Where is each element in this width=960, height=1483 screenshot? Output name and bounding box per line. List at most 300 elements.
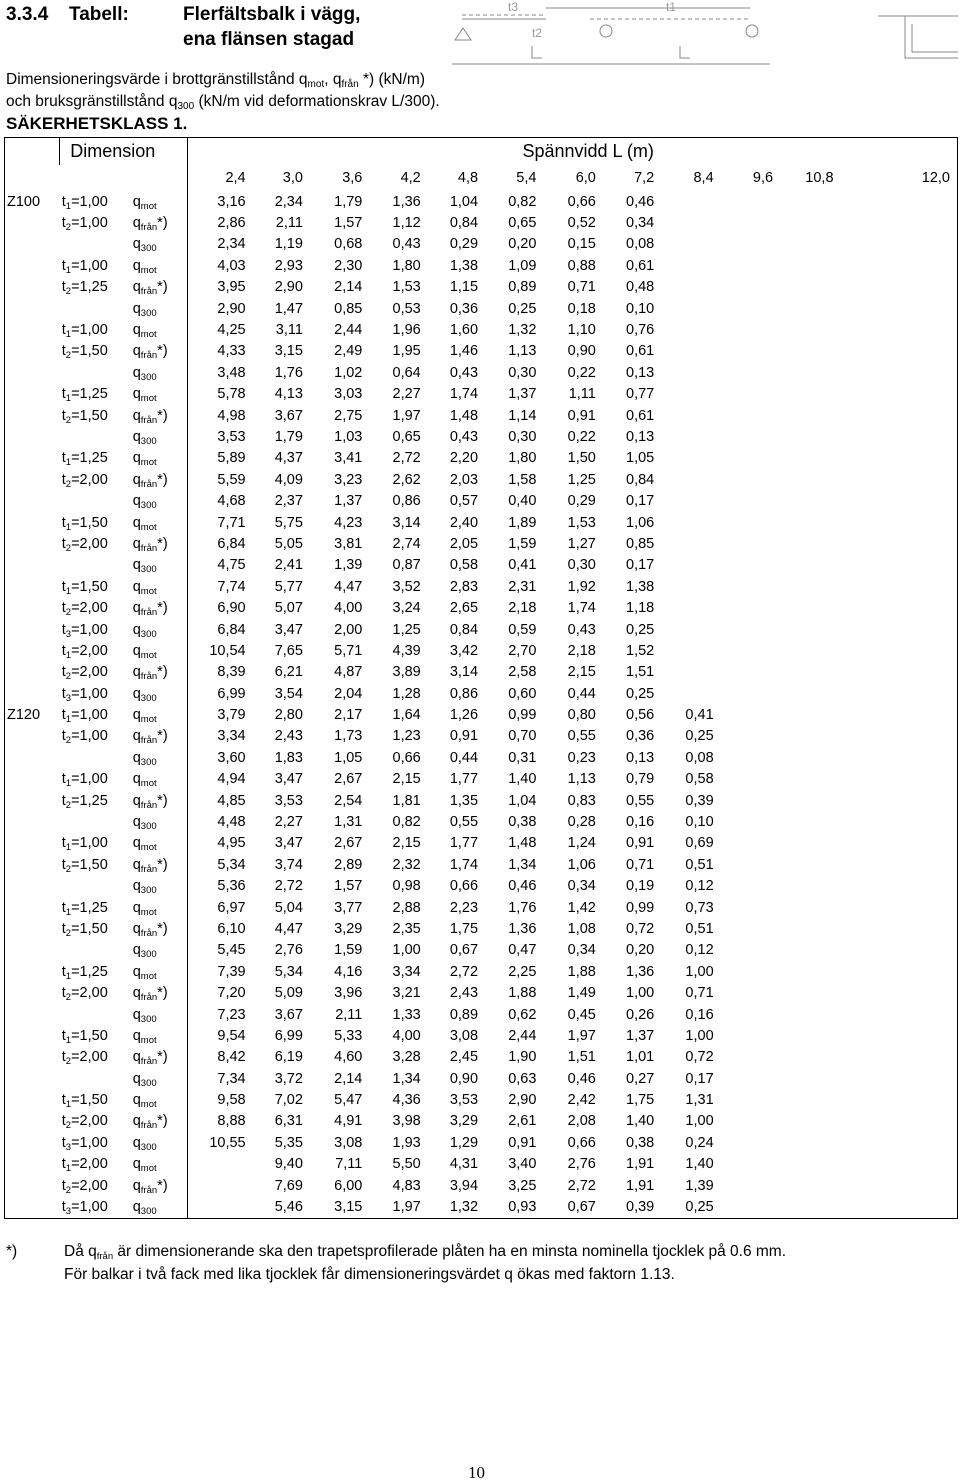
q-label-cell	[133, 1089, 188, 1110]
value-cell: 6,99	[274, 1027, 303, 1044]
table-row	[5, 576, 958, 597]
profile-cell	[5, 298, 60, 319]
value-cell: 1,60	[449, 322, 479, 339]
value-cell: 1,32	[428, 1196, 485, 1218]
value-cell	[721, 747, 780, 768]
value-cell: 0,89	[449, 1006, 479, 1023]
value-cell: 2,11	[275, 215, 303, 232]
value-cell	[721, 490, 780, 511]
thickness-value: =2,00	[71, 1156, 108, 1173]
value-cell: 1,40	[685, 1156, 714, 1173]
spacer	[60, 165, 188, 191]
profile-cell	[5, 833, 60, 854]
value-cell: 1,37	[626, 1027, 655, 1044]
profile-cell	[5, 1154, 60, 1175]
span-value: 6,0	[575, 170, 596, 186]
value-cell	[721, 876, 780, 897]
value-cell: 2,34	[274, 193, 303, 210]
value-cell: 2,31	[508, 578, 537, 595]
thickness-index: 2	[65, 607, 72, 619]
value-cell	[841, 1047, 958, 1068]
thickness-cell	[60, 683, 133, 704]
value-cell: 0,88	[567, 257, 596, 274]
thickness-index: 2	[65, 735, 72, 747]
thickness-value: =1,50	[71, 856, 108, 873]
thickness-cell	[60, 1047, 133, 1068]
q-symbol: q	[132, 300, 141, 317]
value-cell: 0,65	[392, 428, 421, 445]
q-label-cell	[133, 897, 188, 918]
value-cell: 1,35	[449, 792, 479, 809]
value-cell: 2,27	[392, 386, 421, 403]
value-cell: 3,14	[449, 664, 479, 681]
profile-cell	[5, 982, 60, 1003]
value-cell	[780, 212, 840, 233]
value-cell: 1,81	[392, 792, 421, 809]
q-suffix: *)	[157, 535, 168, 552]
value-cell: 1,18	[626, 600, 655, 617]
value-cell: 0,91	[449, 728, 479, 745]
thickness-value: =2,00	[71, 664, 108, 681]
value-cell	[841, 1196, 958, 1218]
value-cell: 0,25	[685, 728, 714, 745]
profile-cell: Z100	[5, 191, 60, 212]
q-suffix: *)	[157, 279, 168, 296]
thickness-value: =1,00	[71, 1134, 108, 1151]
value-cell: 0,17	[685, 1070, 714, 1087]
value-cell: 3,54	[274, 685, 303, 702]
value-cell: 7,11	[335, 1156, 363, 1173]
value-cell	[841, 940, 958, 961]
profile-cell	[5, 597, 60, 618]
q-symbol: q	[132, 279, 141, 296]
value-cell: 1,23	[392, 728, 421, 745]
value-cell: 2,41	[274, 557, 303, 574]
q-subscript: från	[140, 414, 158, 426]
value-cell: 1,48	[508, 835, 537, 852]
q-subscript: mot	[140, 393, 157, 405]
q-subscript: från	[140, 927, 158, 939]
q-subscript: mot	[140, 585, 157, 597]
thickness-value: =2,00	[71, 600, 108, 617]
value-cell: 1,00	[685, 1113, 714, 1130]
profile-cell	[5, 940, 60, 961]
value-cell: 1,25	[567, 471, 596, 488]
thickness-symbol: t	[61, 386, 66, 403]
table-row	[5, 362, 958, 383]
value-cell	[721, 1132, 780, 1153]
thickness-cell	[60, 982, 133, 1003]
value-cell	[841, 769, 958, 790]
q-subscript: från	[140, 863, 158, 875]
thickness-symbol: t	[61, 343, 66, 360]
value-cell	[780, 597, 840, 618]
value-cell	[661, 234, 720, 255]
q-label-cell	[133, 512, 188, 533]
value-cell: 4,47	[334, 578, 363, 595]
value-cell: 3,40	[508, 1156, 537, 1173]
value-cell: 0,40	[508, 493, 537, 510]
value-cell	[841, 811, 958, 832]
value-cell: 5,47	[334, 1092, 363, 1109]
table-row	[5, 1111, 958, 1132]
value-cell	[841, 982, 958, 1003]
value-cell: 0,70	[508, 728, 537, 745]
thickness-value: =1,50	[71, 920, 108, 937]
q-subscript: mot	[140, 264, 157, 276]
profile-cell	[5, 341, 60, 362]
value-cell: 2,72	[274, 878, 303, 895]
value-cell: 4,03	[217, 257, 246, 274]
thickness-value: =1,00	[71, 771, 108, 788]
thickness-index: 1	[65, 842, 72, 854]
q-symbol: q	[132, 343, 141, 360]
value-cell: 1,51	[626, 664, 655, 681]
value-cell: 5,36	[217, 878, 246, 895]
lap-mark-1	[532, 46, 542, 58]
value-cell	[721, 1154, 780, 1175]
q-label-cell	[133, 341, 188, 362]
q-label-cell	[133, 1004, 188, 1025]
table-row	[5, 384, 958, 405]
thickness-symbol: t	[61, 514, 66, 531]
value-cell	[841, 469, 958, 490]
q-label-cell	[133, 1196, 188, 1218]
q-label-cell	[133, 191, 188, 212]
thickness-index: 2	[65, 1184, 72, 1196]
value-cell: 6,84	[217, 621, 246, 638]
value-cell: 2,89	[334, 856, 363, 873]
thickness-symbol: t	[61, 407, 66, 424]
value-cell: 4,37	[274, 450, 303, 467]
q-label-cell	[133, 982, 188, 1003]
value-cell: 1,11	[568, 386, 596, 403]
thickness-value: =1,25	[71, 386, 108, 403]
thickness-index: 1	[65, 521, 72, 533]
q-subscript: mot	[140, 906, 157, 918]
value-cell	[188, 1196, 253, 1218]
q-subscript: mot	[140, 1034, 157, 1046]
thickness-symbol: t	[61, 279, 66, 296]
value-cell: 0,91	[508, 1134, 537, 1151]
value-cell: 1,74	[567, 600, 596, 617]
value-cell: 1,80	[508, 450, 537, 467]
profile-cell	[5, 405, 60, 426]
value-cell: 1,73	[334, 728, 363, 745]
q-symbol: q	[132, 707, 141, 724]
value-cell: 2,75	[334, 407, 363, 424]
diagram-label-t2: t2	[532, 26, 543, 40]
profile-cell	[5, 1196, 60, 1218]
value-cell: 0,93	[485, 1196, 543, 1218]
value-cell: 0,53	[392, 300, 421, 317]
value-cell: 3,47	[274, 835, 303, 852]
value-cell	[188, 1154, 253, 1175]
page-title: Flerfältsbalk i vägg,	[183, 4, 361, 25]
thickness-cell	[60, 597, 133, 618]
value-cell	[841, 1175, 958, 1196]
value-cell: 0,82	[508, 193, 537, 210]
q-symbol: q	[132, 749, 141, 766]
value-cell: 3,48	[217, 364, 246, 381]
q-subscript: från	[140, 286, 158, 298]
q-label-cell	[133, 212, 188, 233]
value-cell	[841, 1004, 958, 1025]
q-suffix: *)	[157, 471, 168, 488]
value-cell: 3,29	[334, 920, 363, 937]
value-cell: 4,23	[334, 514, 363, 531]
value-cell: 1,97	[567, 1027, 596, 1044]
value-cell: 2,17	[334, 707, 363, 724]
value-cell: 3,53	[274, 792, 303, 809]
table-row	[5, 1154, 958, 1175]
value-cell: 0,29	[449, 236, 479, 253]
thickness-symbol: t	[61, 856, 66, 873]
table-row	[5, 533, 958, 554]
value-cell: 0,51	[685, 920, 714, 937]
thickness-value: =1,50	[71, 1027, 108, 1044]
value-cell: 0,83	[567, 792, 596, 809]
q-suffix: *)	[157, 920, 168, 937]
value-cell: 0,23	[567, 749, 596, 766]
value-cell: 0,71	[567, 279, 596, 296]
q-label-cell	[133, 811, 188, 832]
thickness-index: 3	[65, 1206, 72, 1218]
value-cell	[780, 940, 840, 961]
value-cell: 2,00	[334, 621, 363, 638]
value-cell	[661, 384, 720, 405]
value-cell: 1,47	[274, 300, 303, 317]
thickness-index: 2	[65, 478, 72, 490]
table-row	[5, 234, 958, 255]
thickness-symbol: t	[61, 1156, 66, 1173]
value-cell	[780, 854, 840, 875]
value-cell: 6,97	[217, 899, 246, 916]
q-subscript: 300	[140, 435, 157, 447]
value-cell	[721, 1004, 780, 1025]
q-subscript: mot	[140, 329, 157, 341]
intro-line-2: och bruksgränstillstånd $q_{300}$ (kN/m vid deformationskrav L/300).	[6, 93, 440, 112]
profile-cell	[5, 1175, 60, 1196]
thickness-symbol: t	[61, 963, 66, 980]
value-cell	[661, 319, 720, 340]
value-cell	[721, 426, 780, 447]
value-cell: 2,23	[449, 899, 479, 916]
value-cell: 0,61	[626, 257, 655, 274]
value-cell: 10,55	[209, 1134, 246, 1151]
table-row	[5, 448, 958, 469]
thickness-value: =2,00	[71, 985, 108, 1002]
value-cell: 1,37	[508, 386, 537, 403]
value-cell: 5,09	[274, 985, 303, 1002]
span-header: Spännvidd L (m)	[188, 138, 958, 166]
value-cell: 1,34	[508, 856, 537, 873]
value-cell: 1,36	[626, 963, 655, 980]
value-cell: 1,27	[567, 535, 596, 552]
value-cell: 0,62	[508, 1006, 537, 1023]
value-cell: 0,25	[626, 685, 655, 702]
q-symbol: q	[132, 215, 141, 232]
table-row	[5, 918, 958, 939]
value-cell: 0,38	[626, 1134, 655, 1151]
profile-header-cell	[5, 138, 60, 166]
value-cell	[780, 1154, 840, 1175]
q-subscript: 300	[140, 371, 157, 383]
q-label-cell	[133, 555, 188, 576]
thickness-cell	[60, 662, 133, 683]
value-cell: 5,77	[274, 578, 303, 595]
value-cell: 3,42	[449, 642, 479, 659]
page-subtitle: ena flänsen stagad	[183, 29, 355, 50]
value-cell: 0,98	[392, 878, 421, 895]
thickness-index: 2	[65, 542, 72, 554]
value-cell: 6,21	[274, 664, 303, 681]
value-cell	[780, 234, 840, 255]
value-cell: 3,74	[274, 856, 303, 873]
value-cell	[721, 191, 780, 212]
value-cell: 6,99	[217, 685, 246, 702]
value-cell: 2,04	[334, 685, 363, 702]
value-cell	[780, 982, 840, 1003]
thickness-cell	[60, 833, 133, 854]
thickness-index: 1	[65, 264, 72, 276]
value-cell	[661, 341, 720, 362]
value-cell: 2,27	[274, 814, 303, 831]
value-cell: 1,83	[274, 749, 303, 766]
value-cell: 8,42	[217, 1049, 246, 1066]
value-cell: 0,66	[567, 1134, 596, 1151]
thickness-index: 1	[65, 778, 72, 790]
thickness-symbol: t	[61, 899, 66, 916]
value-cell: 2,35	[392, 920, 421, 937]
profile-cell	[5, 448, 60, 469]
value-cell	[780, 191, 840, 212]
thickness-value: =1,00	[71, 685, 108, 702]
value-cell: 0,12	[685, 878, 714, 895]
thickness-symbol: t	[61, 685, 66, 702]
value-cell: 3,60	[217, 749, 246, 766]
table-row	[5, 1068, 958, 1089]
thickness-symbol: t	[61, 621, 66, 638]
table-row	[5, 426, 958, 447]
value-cell: 4,91	[334, 1113, 363, 1130]
value-cell: 5,50	[392, 1156, 421, 1173]
value-cell: 0,60	[508, 685, 537, 702]
span-value: 2,4	[225, 170, 246, 186]
q-suffix: *)	[157, 343, 168, 360]
value-cell	[780, 1004, 840, 1025]
value-cell	[780, 255, 840, 276]
value-cell: 1,77	[449, 771, 479, 788]
value-cell: 0,30	[567, 557, 596, 574]
value-cell: 0,55	[567, 728, 596, 745]
q-suffix: *)	[157, 792, 168, 809]
value-cell	[721, 469, 780, 490]
q-subscript: 300	[140, 564, 157, 576]
table-row	[5, 490, 958, 511]
value-cell: 1,03	[334, 428, 363, 445]
safety-class: SÄKERHETSKLASS 1.	[6, 114, 188, 133]
table-row	[5, 597, 958, 618]
value-cell: 1,04	[449, 193, 479, 210]
value-cell: 3,77	[334, 899, 363, 916]
q-symbol: q	[132, 493, 141, 510]
value-cell: 2,90	[274, 279, 303, 296]
value-cell: 3,21	[392, 985, 421, 1002]
value-cell: 0,65	[508, 215, 537, 232]
value-cell: 6,90	[217, 600, 246, 617]
value-cell	[721, 555, 780, 576]
span-value: 4,8	[457, 170, 479, 186]
q-subscript: 300	[140, 1077, 157, 1089]
thickness-index: 3	[65, 692, 72, 704]
table-row	[5, 277, 958, 298]
value-cell: 1,88	[508, 985, 537, 1002]
value-cell: 3,14	[392, 514, 421, 531]
thickness-index: 2	[65, 350, 72, 362]
profile-cell	[5, 533, 60, 554]
value-cell: 4,60	[334, 1049, 363, 1066]
thickness-symbol: t	[61, 1113, 66, 1130]
q-subscript: mot	[140, 200, 157, 212]
thickness-cell	[60, 704, 133, 725]
thickness-symbol: t	[61, 257, 66, 274]
q-symbol: q	[132, 728, 141, 745]
value-cell	[780, 277, 840, 298]
table-row	[5, 662, 958, 683]
profile-cell	[5, 319, 60, 340]
q-subscript: 300	[140, 628, 157, 640]
value-cell: 3,03	[334, 386, 363, 403]
value-cell: 5,46	[253, 1196, 310, 1218]
value-cell: 2,43	[274, 728, 303, 745]
thickness-cell	[60, 212, 133, 233]
thickness-value: =1,00	[71, 322, 108, 339]
value-cell: 0,20	[508, 236, 537, 253]
diagram-label-t1: t1	[666, 0, 677, 14]
value-cell: 0,80	[567, 707, 596, 724]
value-cell: 1,57	[334, 215, 363, 232]
value-cell: 7,34	[217, 1070, 246, 1087]
q-symbol: q	[132, 963, 141, 980]
thickness-cell	[60, 277, 133, 298]
q-symbol: q	[132, 814, 141, 831]
value-cell: 1,77	[449, 835, 479, 852]
value-cell: 1,46	[449, 343, 479, 360]
thickness-symbol: t	[61, 771, 66, 788]
value-cell: 0,85	[626, 535, 655, 552]
value-cell: 0,79	[626, 771, 655, 788]
value-cell: 0,44	[449, 749, 479, 766]
value-cell: 3,94	[449, 1177, 479, 1194]
value-cell	[841, 255, 958, 276]
q-label-cell	[133, 234, 188, 255]
value-cell	[721, 833, 780, 854]
value-cell: 8,39	[217, 664, 246, 681]
value-cell	[661, 426, 720, 447]
value-cell: 3,11	[275, 322, 303, 339]
value-cell: 0,55	[449, 814, 479, 831]
q-subscript: mot	[140, 649, 157, 661]
value-cell: 2,34	[217, 236, 246, 253]
value-cell	[661, 212, 720, 233]
value-cell: 0,12	[685, 942, 714, 959]
value-cell: 1,40	[626, 1113, 655, 1130]
value-cell	[780, 384, 840, 405]
profile-cell	[5, 726, 60, 747]
value-cell: 1,51	[567, 1049, 596, 1066]
value-cell: 1,49	[567, 985, 596, 1002]
